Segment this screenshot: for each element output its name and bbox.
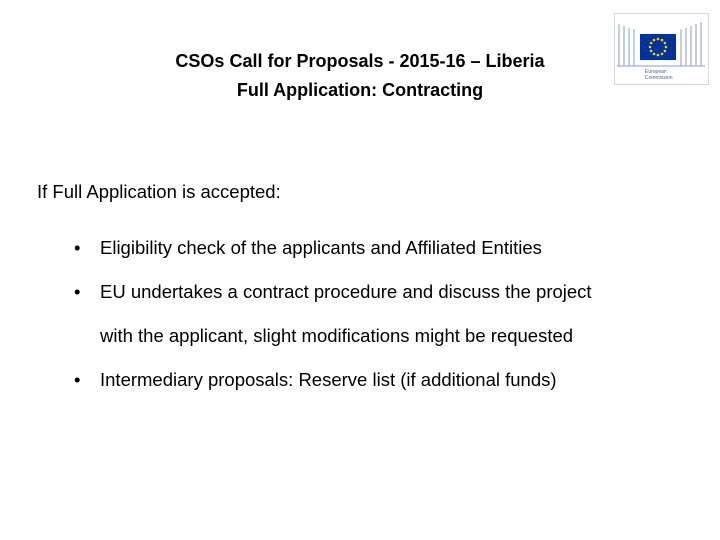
- bullet-item: [74, 226, 704, 270]
- slide-title: [110, 47, 610, 105]
- bullet-list: [74, 226, 704, 402]
- european-commission-logo: [614, 13, 709, 85]
- title-line-2: Full Application: Contracting: [236, 80, 484, 100]
- logo-text-line-1: European: [645, 69, 667, 75]
- bullet-icon: •: [74, 237, 81, 258]
- bullet-text-continuation: with the applicant, slight modifications might be requested: [100, 325, 574, 346]
- bullet-icon: •: [74, 281, 81, 302]
- bullet-item: [74, 270, 704, 358]
- bullet-icon: •: [74, 369, 81, 390]
- bullet-text: EU undertakes a contract procedure and discuss the project: [100, 281, 592, 302]
- bullet-item: [74, 358, 704, 402]
- title-line-1: CSOs Call for Proposals - 2015-16 – Liberia: [175, 51, 545, 71]
- bullet-text: Intermediary proposals: Reserve list (if additional funds): [100, 369, 557, 390]
- intro-text: If Full Application is accepted:: [37, 181, 281, 202]
- bullet-text: Eligibility check of the applicants and Affiliated Entities: [100, 237, 542, 258]
- logo-text-line-2: Commission: [645, 75, 673, 81]
- eu-flag-building-icon: [615, 14, 708, 84]
